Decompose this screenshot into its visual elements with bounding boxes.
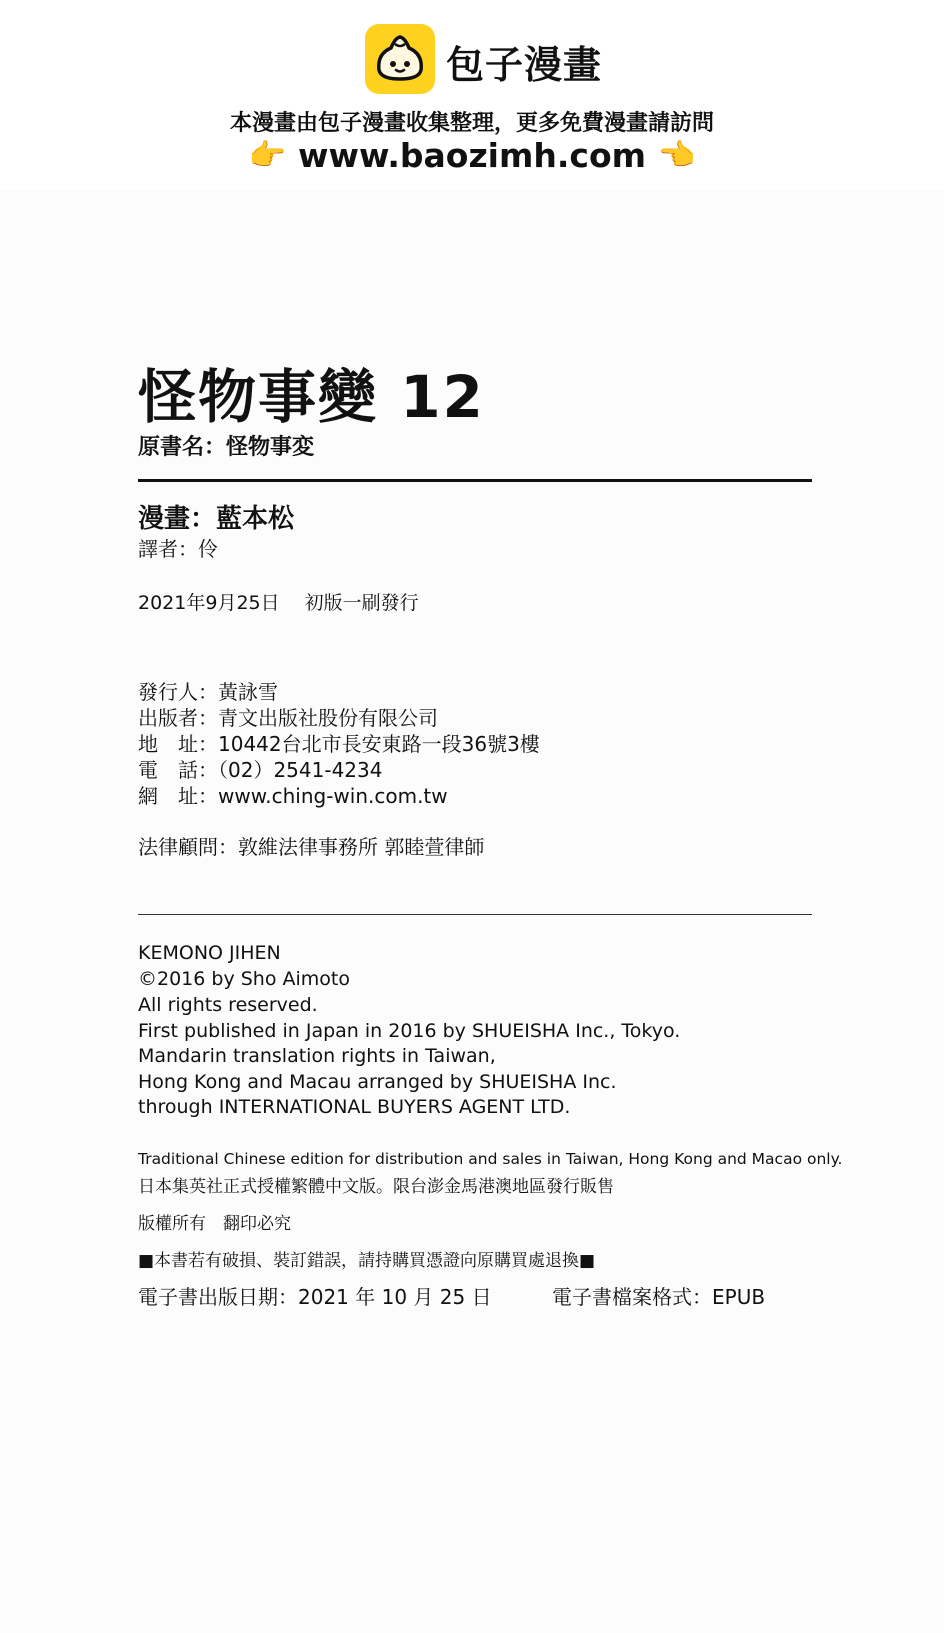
english-rights-line: through INTERNATIONAL BUYERS AGENT LTD. [138,1096,571,1118]
english-rights-line: First published in Japan in 2016 by SHUEISHA Inc., Tokyo. [138,1020,681,1042]
steamed-bun-icon[interactable] [365,24,435,94]
rights-reserved: 版權所有 翻印必究 [138,1214,291,1234]
title-divider [138,479,812,482]
site-url-link[interactable]: www.baozimh.com [298,136,646,175]
english-rights-line: Hong Kong and Macau arranged by SHUEISHA Inc. [138,1071,617,1093]
manga-author: 漫畫：藍本松 [138,504,295,534]
publisher-line: 出版者：青文出版社股份有限公司 [138,706,438,730]
translator: 譯者：伶 [138,537,218,561]
publisher-line: 電 話：（02）2541-4234 [138,758,383,782]
brand-name[interactable]: 包子漫畫 [446,43,603,87]
ebook-format: 電子書檔案格式：EPUB [552,1285,766,1309]
english-rights-line: All rights reserved. [138,994,318,1016]
pointing-left-hand-icon: 👈 [658,138,696,173]
ebook-date: 電子書出版日期：2021 年 10 月 25 日 [138,1285,492,1309]
edition-note-en: Traditional Chinese edition for distribution and sales in Taiwan, Hong Kong and Macao only. [138,1150,843,1168]
site-banner [0,0,944,190]
pointing-right-hand-icon: 👉 [248,138,286,173]
book-title: 怪物事變 12 [138,363,485,431]
publisher-line: 網 址：www.ching-win.com.tw [138,784,448,808]
defect-notice: ■本書若有破損、裝訂錯誤，請持購買憑證向原購買處退換■ [138,1251,596,1271]
english-rights-line: Mandarin translation rights in Taiwan, [138,1045,496,1067]
site-notice: 本漫畫由包子漫畫收集整理，更多免費漫畫請訪問 [229,111,714,136]
legal-advisor: 法律顧問：敦維法律事務所 郭睦萱律師 [138,835,485,859]
colophon-page [0,190,944,1633]
edition-note-zh: 日本集英社正式授權繁體中文版。限台澎金馬港澳地區發行販售 [138,1177,614,1197]
english-rights-line: KEMONO JIHEN [138,942,281,964]
publisher-line: 發行人：黃詠雪 [138,680,278,704]
site-url-row [0,136,944,175]
section-divider [138,914,812,915]
english-rights-line: ©2016 by Sho Aimoto [138,968,350,990]
publisher-line: 地 址：10442台北市長安東路一段36號3樓 [138,732,540,756]
original-title: 原書名：怪物事変 [138,435,315,460]
publication-date: 2021年9月25日 初版一刷發行 [138,592,419,614]
